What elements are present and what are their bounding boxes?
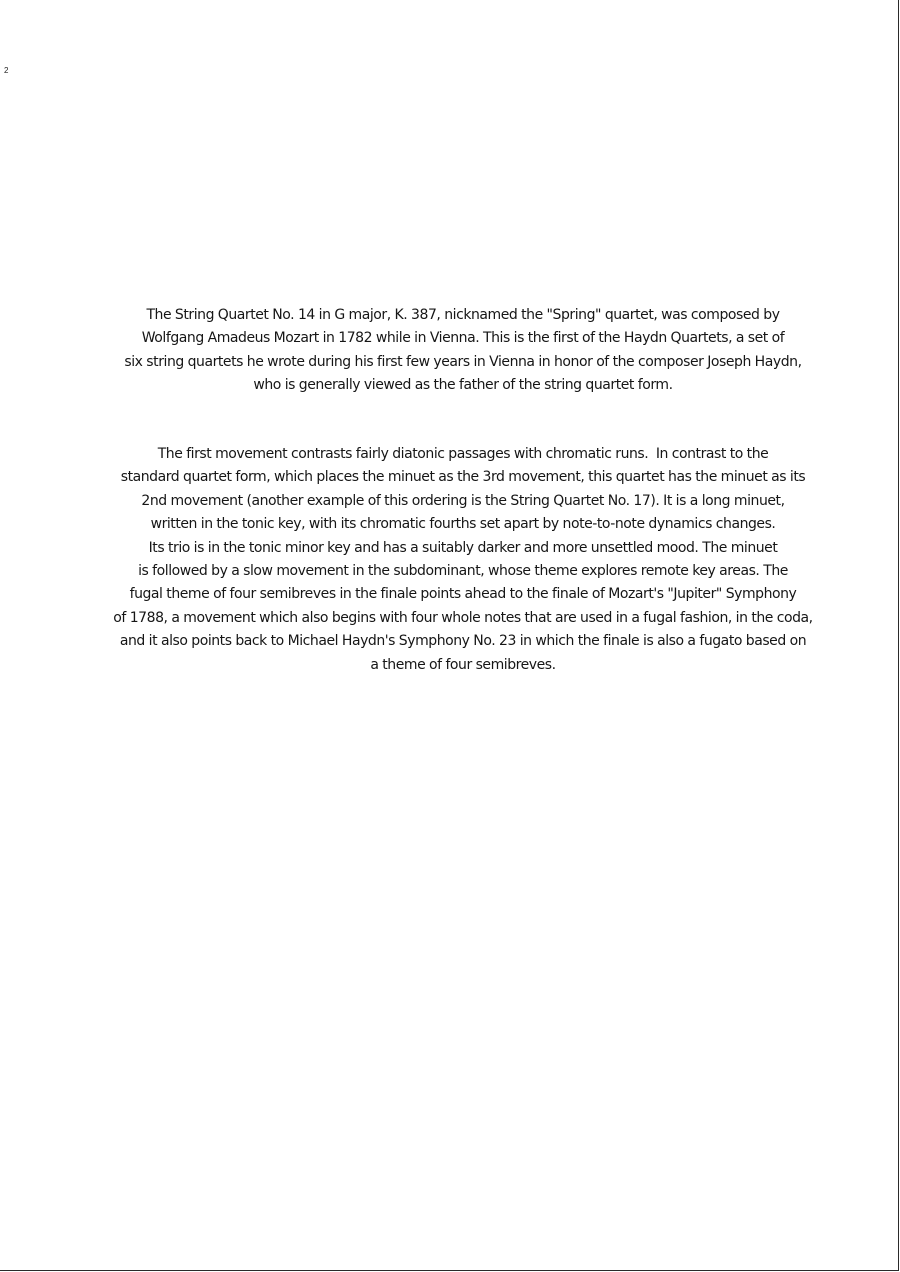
text-line: written in the tonic key, with its chromatic fourths set apart by note-to-note dynamics changes.	[150, 516, 776, 533]
text-line: 2nd movement (another example of this ordering is the String Quartet No. 17). It is a long minuet,	[141, 492, 785, 509]
text-line: and it also points back to Michael Haydn's Symphony No. 23 in which the finale is also a fugato based on	[119, 633, 807, 650]
text-line: The first movement contrasts fairly diatonic passages with chromatic runs. In contrast to the	[157, 446, 769, 462]
text-line: Wolfgang Amadeus Mozart in 1782 while in Vienna. This is the first of the Haydn Quartets, a set of	[141, 330, 785, 347]
text-line: Its trio is in the tonic minor key and has a suitably darker and more unsettled mood. The minuet	[148, 539, 778, 556]
text-line: who is generally viewed as the father of the string quartet form.	[253, 377, 673, 394]
paragraph-intro	[50, 304, 876, 398]
text-line: standard quartet form, which places the minuet as the 3rd movement, this quartet has the minuet as its	[120, 469, 806, 486]
text-line: fugal theme of four semibreves in the finale points ahead to the finale of Mozart's "Jupiter" Symphony	[129, 586, 797, 603]
text-line: The String Quartet No. 14 in G major, K. 387, nicknamed the "Spring" quartet, was composed by	[146, 307, 780, 323]
text-line: is followed by a slow movement in the subdominant, whose theme explores remote key areas. The	[138, 563, 788, 580]
text-line: six string quartets he wrote during his first few years in Vienna in honor of the composer Joseph Haydn,	[124, 353, 802, 370]
text-line: a theme of four semibreves.	[370, 656, 556, 673]
text-line: of 1788, a movement which also begins with four whole notes that are used in a fugal fashion, in the coda,	[113, 609, 813, 626]
page-number: 2	[4, 66, 9, 75]
paragraph-movements	[50, 443, 876, 677]
